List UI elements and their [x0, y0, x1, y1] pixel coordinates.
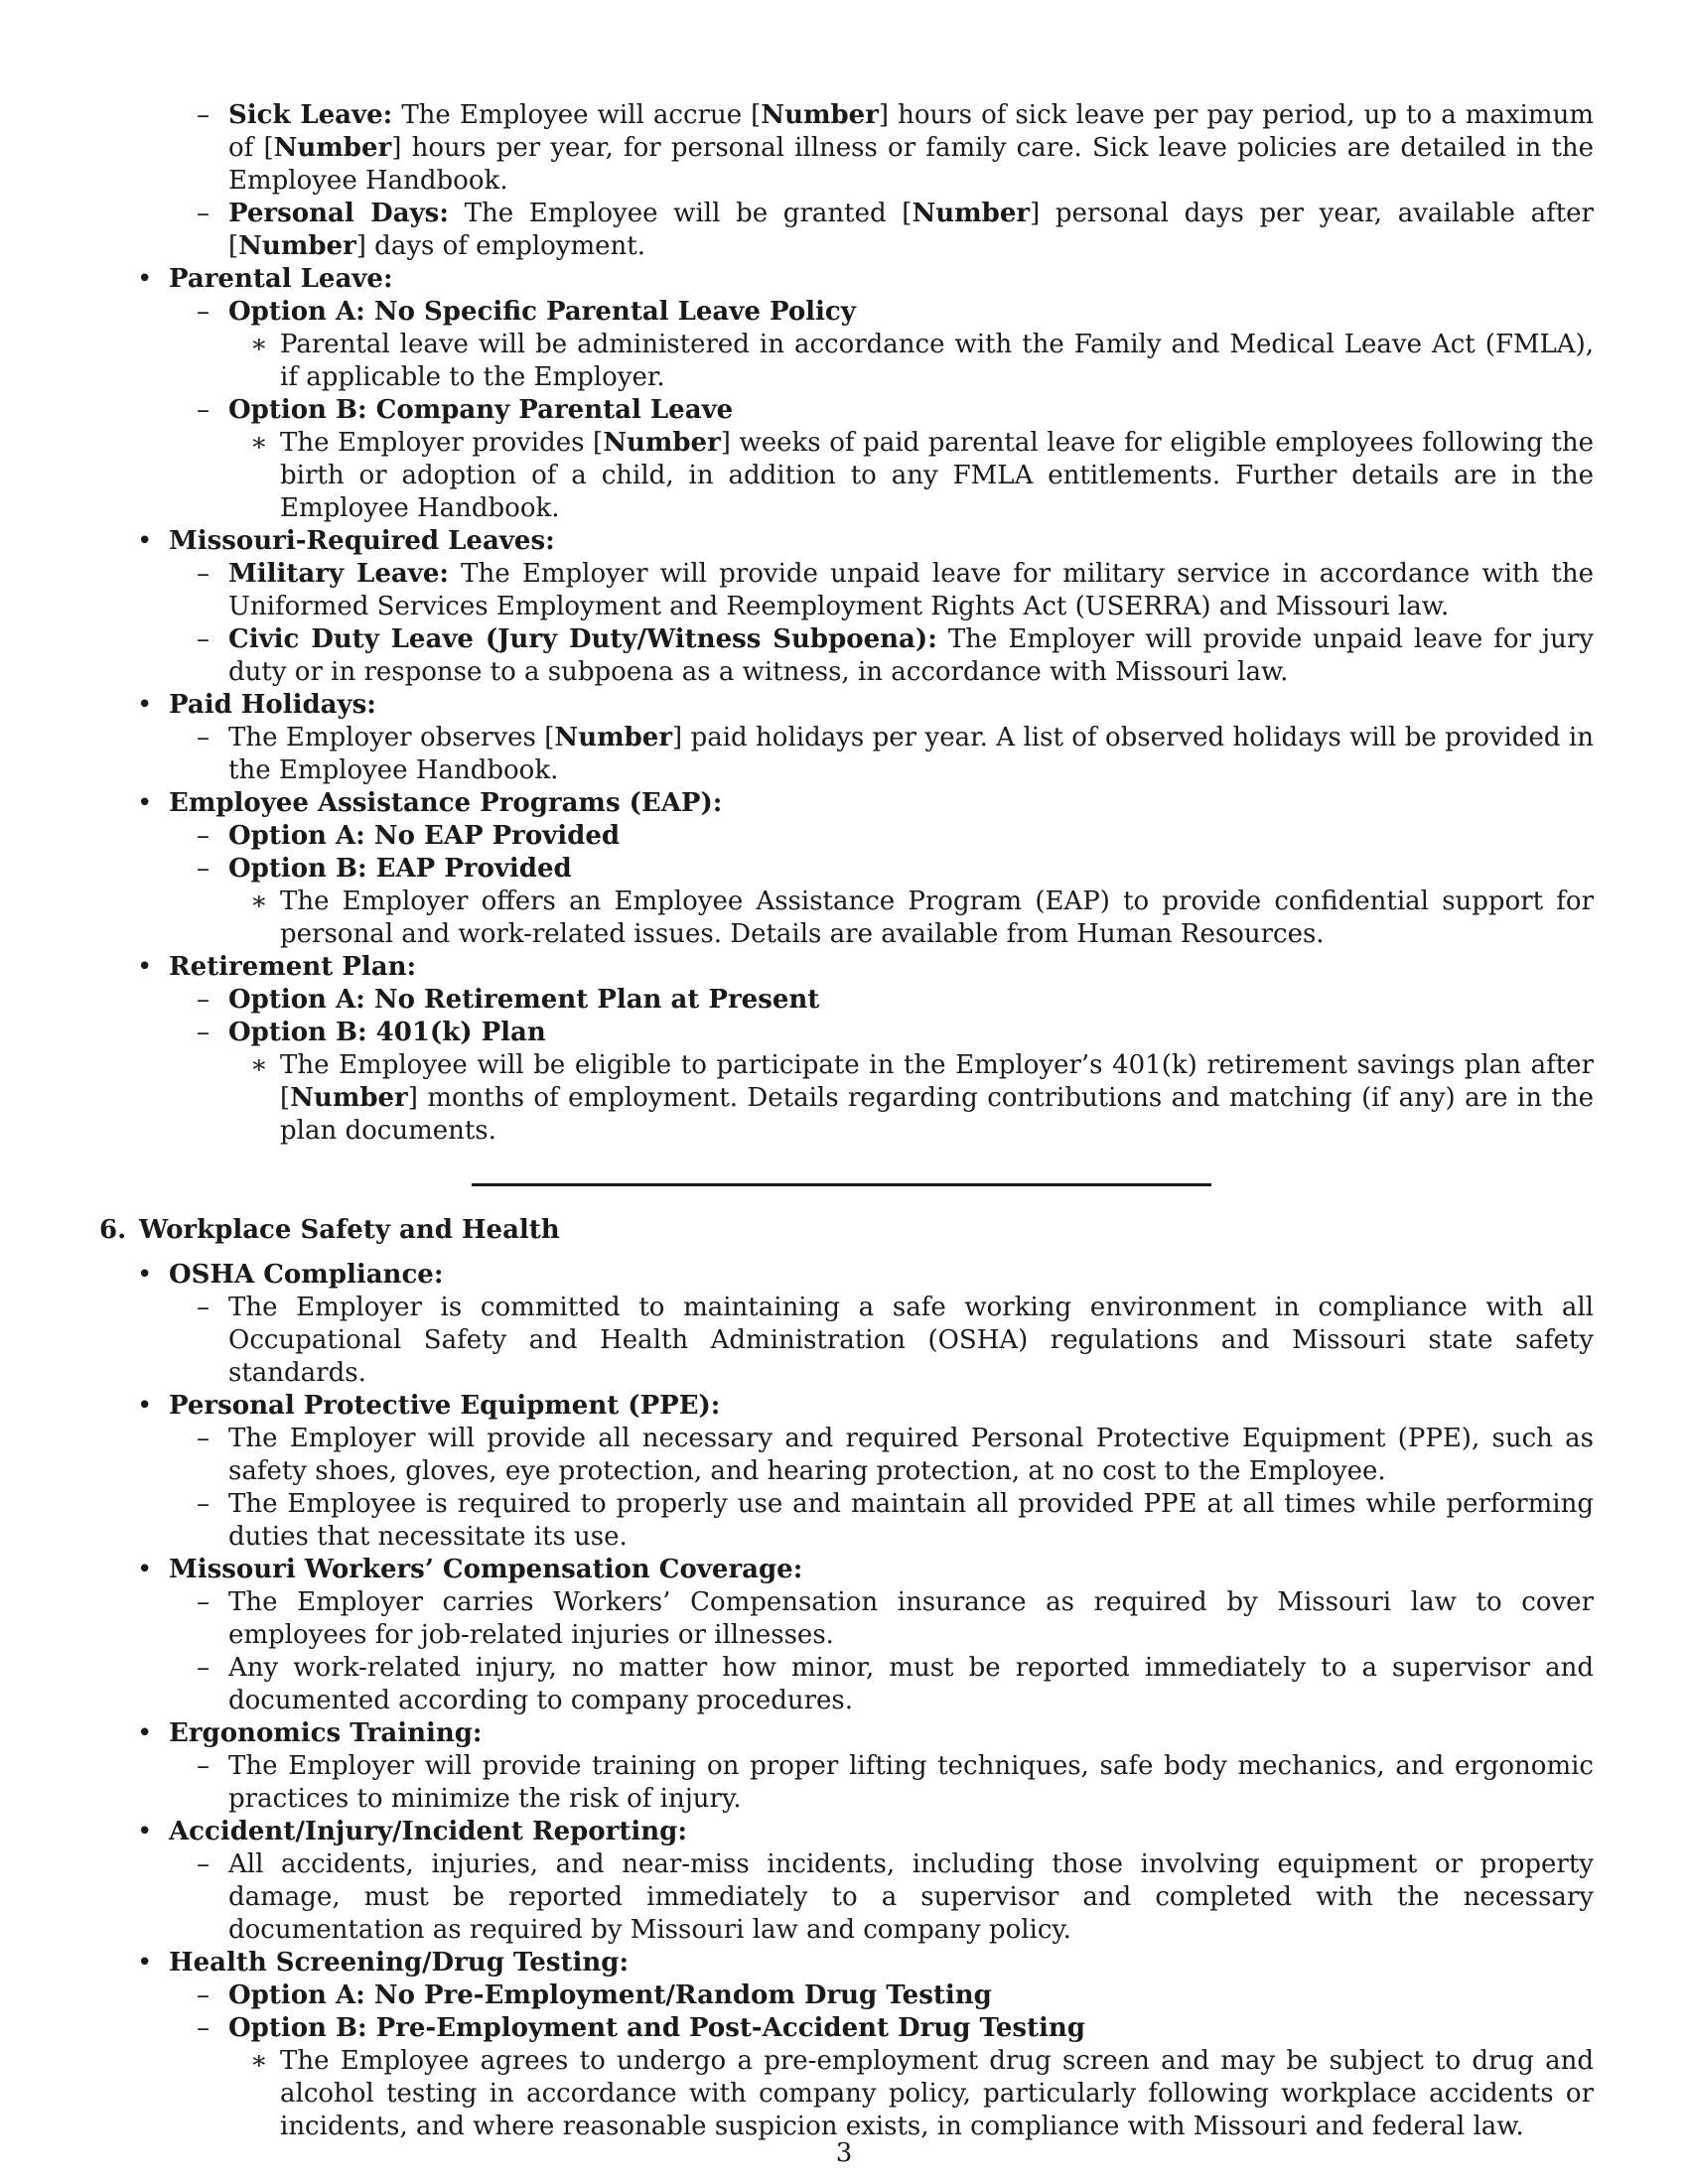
- list-item-ergonomics: [99, 1717, 1594, 1750]
- dash-marker: –: [197, 1980, 210, 2010]
- dash-marker: –: [197, 854, 210, 884]
- dash-marker: –: [197, 100, 210, 130]
- item-label: Retirement Plan:: [169, 952, 417, 982]
- bullet-marker: •: [137, 952, 153, 982]
- list-item-eap: [99, 787, 1594, 820]
- dash-marker: –: [197, 559, 210, 589]
- bullet-marker: •: [137, 1555, 153, 1584]
- item-text: The Employer offers an Employee Assistance Program (EAP) to provide confidential support for personal and work-related issues. Details are available from Human Resources.: [280, 887, 1594, 949]
- list-item-detail: [99, 2045, 1594, 2143]
- list-item-option: [99, 984, 1594, 1017]
- list-item-detail: [99, 1586, 1594, 1652]
- option-label: Option B: Pre-Employment and Post-Accident Drug Testing: [228, 2013, 1085, 2043]
- dash-marker: –: [197, 2013, 210, 2043]
- list-item-detail: [99, 329, 1594, 394]
- dash-marker: –: [197, 297, 210, 327]
- list-item-retirement: [99, 951, 1594, 984]
- placeholder-number: Number: [554, 723, 673, 752]
- item-text: The Employer will provide unpaid leave for military service in accordance with the Uniformed Services Employment and Reemployment Rights Act (USERRA) and Missouri law.: [228, 559, 1594, 621]
- item-text: ] hours of sick leave per pay period, up to a maximum of [: [228, 100, 1594, 163]
- dash-marker: –: [197, 1849, 210, 1879]
- list-item-detail: [99, 427, 1594, 525]
- item-label: Personal Days:: [228, 199, 449, 228]
- item-label: Parental Leave:: [169, 264, 393, 294]
- list-item-option: [99, 853, 1594, 886]
- section-heading: [99, 1214, 1594, 1247]
- item-text: The Employer is committed to maintaining a safe working environment in compliance with all Occupational Safety and Health Administration (OSHA) regulations and Missouri state safety standards.: [228, 1293, 1594, 1388]
- list-item-option: [99, 394, 1594, 427]
- option-label: Option B: EAP Provided: [228, 854, 572, 884]
- benefits-list: [99, 99, 1594, 1148]
- dash-marker: –: [197, 723, 210, 752]
- dash-marker: –: [197, 1751, 210, 1781]
- list-item-detail: [99, 722, 1594, 787]
- bullet-marker: •: [137, 690, 153, 720]
- bullet-marker: •: [137, 526, 153, 556]
- item-label: Missouri-Required Leaves:: [169, 526, 555, 556]
- page-number: 3: [835, 2138, 853, 2168]
- list-item-detail: [99, 1848, 1594, 1947]
- list-item-option: [99, 2012, 1594, 2045]
- item-text: Any work-related injury, no matter how minor, must be reported immediately to a supervisor and documented according to company procedures.: [228, 1653, 1594, 1715]
- item-text: The Employee will be eligible to participate in the Employer’s 401(k) retirement savings plan after [: [280, 1050, 1594, 1113]
- item-text: The Employer provides [: [280, 428, 604, 458]
- list-item-personal-days: [99, 198, 1594, 263]
- bullet-marker: •: [137, 788, 153, 818]
- item-label: Military Leave:: [228, 559, 449, 589]
- list-item-paid-holidays: [99, 689, 1594, 722]
- list-item-workers-comp: [99, 1554, 1594, 1586]
- item-label: Sick Leave:: [228, 100, 393, 130]
- list-item-detail: [99, 1750, 1594, 1816]
- list-item-option: [99, 820, 1594, 853]
- dash-marker: –: [197, 1018, 210, 1047]
- dash-marker: –: [197, 395, 210, 425]
- list-item-detail: [99, 1049, 1594, 1148]
- list-item-missouri-leaves: [99, 525, 1594, 558]
- item-label: Paid Holidays:: [169, 690, 376, 720]
- bullet-marker: •: [137, 264, 153, 294]
- option-label: Option A: No Retirement Plan at Present: [228, 985, 820, 1015]
- item-text: The Employer will provide training on proper lifting techniques, safe body mechanics, and ergonomic practices to minimize the risk of injury.: [228, 1751, 1594, 1814]
- item-text: The Employer carries Workers’ Compensation insurance as required by Missouri law to cover employees for job-related injuries or illnesses.: [228, 1587, 1594, 1650]
- list-item-detail: [99, 1488, 1594, 1554]
- item-text: All accidents, injuries, and near-miss incidents, including those involving equipment or property damage, must be reported immediately to a supervisor and completed with the necessary documentation as required by Missouri law and company policy.: [228, 1849, 1594, 1945]
- placeholder-number: Number: [603, 428, 721, 458]
- list-item-detail: [99, 1652, 1594, 1717]
- bullet-marker: •: [137, 1718, 153, 1748]
- safety-list: [99, 1259, 1594, 2143]
- option-label: Option A: No EAP Provided: [228, 821, 621, 851]
- list-item-osha: [99, 1259, 1594, 1292]
- placeholder-number: Number: [761, 100, 879, 130]
- item-label: Personal Protective Equipment (PPE):: [169, 1391, 721, 1421]
- bullet-marker: •: [137, 1817, 153, 1846]
- dash-marker: –: [197, 1653, 210, 1683]
- item-text: Parental leave will be administered in accordance with the Family and Medical Leave Act (FMLA), if applicable to the Employer.: [280, 330, 1594, 392]
- list-item-option: [99, 296, 1594, 329]
- dash-marker: –: [197, 985, 210, 1015]
- section-number: 6.: [99, 1215, 127, 1245]
- list-item-accident-reporting: [99, 1816, 1594, 1848]
- placeholder-number: Number: [290, 1083, 408, 1113]
- list-item-ppe: [99, 1390, 1594, 1423]
- item-text: The Employer will provide all necessary and required Personal Protective Equipment (PPE), such as safety shoes, gloves, eye protection, and hearing protection, at no cost to the Employee.: [228, 1424, 1594, 1486]
- list-item-military-leave: [99, 558, 1594, 623]
- bullet-marker: •: [137, 1391, 153, 1421]
- option-label: Option A: No Specific Parental Leave Policy: [228, 297, 856, 327]
- page-content: [99, 99, 1594, 2143]
- star-marker: ∗: [250, 428, 268, 458]
- item-label: Ergonomics Training:: [169, 1718, 483, 1748]
- item-text: ] personal days per year, available after [: [228, 199, 1594, 261]
- item-text: The Employee is required to properly use and maintain all provided PPE at all times while performing duties that necessitate its use.: [228, 1489, 1594, 1552]
- item-label: Accident/Injury/Incident Reporting:: [169, 1817, 687, 1846]
- dash-marker: –: [197, 1293, 210, 1322]
- item-text: The Employee will accrue [: [392, 100, 762, 130]
- list-item-detail: [99, 886, 1594, 951]
- horizontal-rule: [472, 1183, 1211, 1186]
- option-label: Option A: No Pre-Employment/Random Drug Testing: [228, 1980, 992, 2010]
- list-item-detail: [99, 1292, 1594, 1390]
- star-marker: ∗: [250, 1050, 268, 1080]
- item-label: Employee Assistance Programs (EAP):: [169, 788, 723, 818]
- item-label: Health Screening/Drug Testing:: [169, 1948, 630, 1978]
- bullet-marker: •: [137, 1948, 153, 1978]
- placeholder-number: Number: [912, 199, 1031, 228]
- list-item-detail: [99, 1423, 1594, 1488]
- list-item-civic-duty: [99, 623, 1594, 689]
- item-text: The Employee agrees to undergo a pre-employment drug screen and may be subject to drug and alcohol testing in accordance with company policy, particularly following workplace accidents or incidents, and where reasonable suspicion exists, in compliance with Missouri and federal law.: [280, 2046, 1594, 2141]
- item-text: ] months of employment. Details regarding contributions and matching (if any) are in the plan documents.: [280, 1083, 1594, 1146]
- item-label: Civic Duty Leave (Jury Duty/Witness Subpoena):: [228, 624, 937, 654]
- item-text: ] days of employment.: [355, 231, 645, 261]
- placeholder-number: Number: [238, 231, 356, 261]
- dash-marker: –: [197, 1424, 210, 1453]
- dash-marker: –: [197, 821, 210, 851]
- dash-marker: –: [197, 1587, 210, 1617]
- item-text: The Employee will be granted [: [448, 199, 913, 228]
- list-item-option: [99, 1017, 1594, 1049]
- item-text: The Employer observes [: [228, 723, 555, 752]
- item-text: ] weeks of paid parental leave for eligible employees following the birth or adoption of a child, in addition to any FMLA entitlements. Further details are in the Employee Handbook.: [280, 428, 1594, 523]
- bullet-marker: •: [137, 1260, 153, 1290]
- dash-marker: –: [197, 624, 210, 654]
- item-text: ] hours per year, for personal illness or family care. Sick leave policies are detailed in the Employee Handbook.: [228, 133, 1595, 196]
- star-marker: ∗: [250, 330, 268, 359]
- dash-marker: –: [197, 199, 210, 228]
- item-text: ] paid holidays per year. A list of observed holidays will be provided in the Employee Handbook.: [228, 723, 1594, 785]
- list-item-parental-leave: [99, 263, 1594, 296]
- item-label: Missouri Workers’ Compensation Coverage:: [169, 1555, 803, 1584]
- option-label: Option B: 401(k) Plan: [228, 1018, 546, 1047]
- option-label: Option B: Company Parental Leave: [228, 395, 734, 425]
- section-title: Workplace Safety and Health: [139, 1215, 560, 1245]
- star-marker: ∗: [250, 887, 268, 916]
- item-label: OSHA Compliance:: [169, 1260, 444, 1290]
- list-item-drug-testing: [99, 1947, 1594, 1979]
- list-item-sick-leave: [99, 99, 1594, 198]
- list-item-option: [99, 1979, 1594, 2012]
- placeholder-number: Number: [273, 133, 392, 163]
- dash-marker: –: [197, 1489, 210, 1519]
- star-marker: ∗: [250, 2046, 268, 2076]
- item-text: The Employer will provide unpaid leave for jury duty or in response to a subpoena as a witness, in accordance with Missouri law.: [228, 624, 1594, 687]
